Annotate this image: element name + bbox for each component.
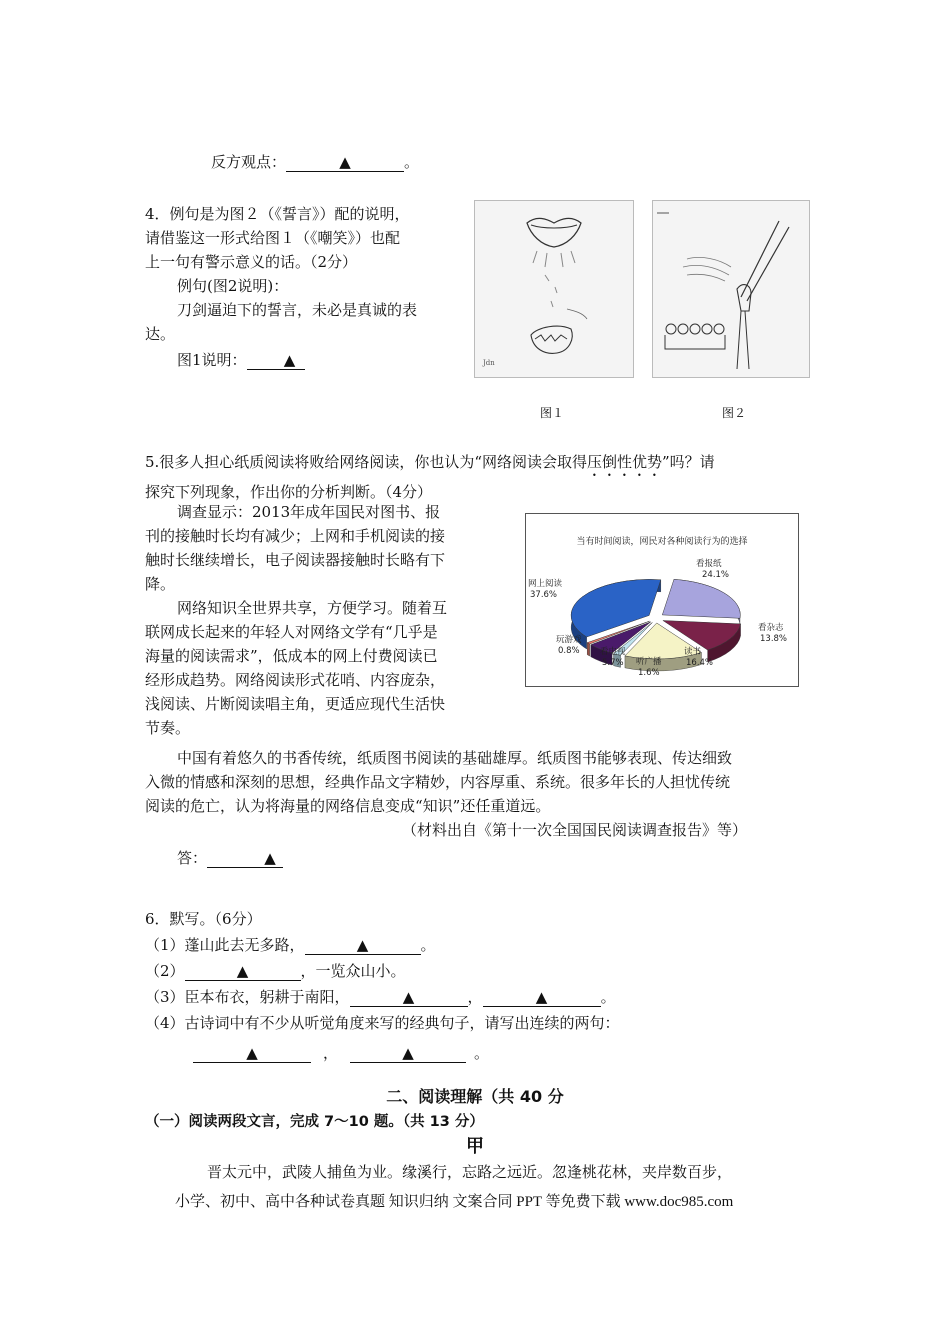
fig1-caption: 图１ [540, 406, 565, 420]
pie-value-label: 0.8% [558, 646, 580, 656]
emphasized-text: 压倒性优势 [586, 453, 662, 471]
answer-blank[interactable] [286, 153, 404, 172]
footer-text: 小学、初中、高中各种试卷真题 知识归纳 文案合同 PPT 等免费下载 www.doc985.com [175, 1194, 734, 1210]
pie-value-label: 37.6% [530, 590, 558, 600]
pie-label: 看报纸 [696, 559, 722, 569]
answer-blank[interactable] [207, 849, 283, 868]
q6-block: 6．默写。（6分） （1）蓬山此去无多路， ▲ 。 （2） ▲ ，一览众山小。 （3）臣本布衣，躬耕于南阳， ▲ ， ▲ 。 （4）古诗词中有不少从听觉角度来写的经典句子，请写出连续的两句： ▲ ， ▲ 。 [145, 910, 620, 1062]
passage-jia-heading: 甲 [466, 1136, 484, 1157]
opposite-label: 反方观点： [211, 153, 287, 171]
figure-1-drawing [474, 200, 634, 378]
svg-text:Jdn: Jdn [483, 359, 495, 367]
triangle-icon: ▲ [246, 1044, 258, 1062]
pie-slice-网上阅读 [571, 579, 661, 637]
triangle-icon: ▲ [283, 351, 296, 369]
mocking-drawing-icon [475, 201, 633, 377]
pie-slice-看报纸 [662, 579, 740, 618]
answer-blank[interactable] [247, 351, 305, 370]
q5-material-2: 中国有着悠久的书香传统，纸质图书阅读的基础雄厚。纸质图书能够表现、传达细致 入微的情感和深刻的思想，经典作品文字精妙，内容厚重、系统。很多年长的人担忧传统 阅读的危亡，认为将海量的网络信息变成“知识”还任重道远。 （材料出自《第十一次全国国民阅读调查报告》等） 答： ▲ [145, 746, 747, 870]
chart-title: 当有时间阅读，网民对各种阅读行为的选择 [576, 537, 748, 547]
answer-blank[interactable] [305, 936, 421, 955]
pie-label: 玩游戏 [556, 635, 582, 645]
pie-label: 听广播 [636, 657, 662, 667]
q4-prompt: 4．例句是为图２（《誓言》）配的说明， 请借鉴这一形式给图１（《嘲笑》）也配 上一句有警示意义的话。（2分） 例句(图2说明)： 刀剑逼迫下的誓言，未必是真诚的表 达。 图1说明： ▲ [145, 202, 417, 372]
pie-value-label: 24.1% [702, 570, 730, 580]
q5-prompt: 5.很多人担心纸质阅读将败给网络阅读，你也认为“网络阅读会取得压倒性优势”吗？请 探究下列现象，作出你的分析判断。（4分） [145, 453, 715, 501]
oath-drawing-icon [653, 201, 809, 377]
pie-label: 看杂志 [758, 623, 784, 633]
source-note: （材料出自《第十一次全国国民阅读调查报告》等） [402, 821, 748, 839]
opposite-viewpoint-line: 反方观点： ▲ 。 [211, 153, 420, 171]
figure-2-drawing [652, 200, 810, 378]
pie-value-label: 5.7% [602, 658, 624, 668]
pie-slice-side [587, 643, 589, 656]
triangle-icon: ▲ [402, 1044, 414, 1062]
triangle-icon: ▲ [339, 153, 351, 171]
triangle-icon: ▲ [535, 988, 548, 1006]
pie-label: 读书 [684, 647, 702, 657]
example-text: 刀剑逼迫下的誓言，未必是真诚的表 [177, 301, 418, 319]
pie-chart [526, 514, 798, 686]
pie-value-label: 1.6% [638, 668, 660, 678]
example-label: 例句(图2说明)： [177, 277, 289, 295]
section-2-title: 二、阅读理解（共 40 分 [386, 1087, 564, 1106]
pie-value-label: 13.8% [760, 634, 788, 644]
answer-blank[interactable] [350, 988, 468, 1007]
pie-label: 网上阅读 [528, 579, 563, 589]
q5-answer-line: 答： ▲ [145, 846, 747, 870]
answer-blank[interactable] [193, 1044, 311, 1063]
pie-label: 看电视 [600, 647, 626, 657]
fig1-answer-line: 图1说明： ▲ [145, 348, 417, 372]
answer-blank[interactable] [483, 988, 601, 1007]
answer-blank[interactable] [185, 962, 301, 981]
section-2-subtitle: （一）阅读两段文言，完成 7～10 题。（共 13 分） [145, 1114, 484, 1130]
answer-blank[interactable] [350, 1044, 466, 1063]
triangle-icon: ▲ [402, 988, 415, 1006]
fig2-caption: 图２ [722, 406, 747, 420]
passage-jia-text: 晋太元中，武陵人捕鱼为业。缘溪行，忘路之远近。忽逢桃花林，夹岸数百步， [207, 1163, 733, 1181]
triangle-icon: ▲ [264, 849, 276, 867]
reading-behavior-chart [525, 513, 799, 687]
triangle-icon: ▲ [356, 936, 369, 954]
q5-material-1: 调查显示：2013年成年国民对图书、报 刊的接触时长均有减少；上网和手机阅读的接 触时长继续增长，电子阅读器接触时长略有下 降。 网络知识全世界共享，方便学习。随着互 联网成长起来的年轻人对网络文学有“几乎是 海量的阅读需求”，低成本的网上付费阅读已 经形成趋势。网络阅读形式花哨、内容庞杂， 浅阅读、片断阅读唱主角，更适应现代生活快 节奏。 [145, 503, 448, 737]
pie-value-label: 16.4% [686, 658, 714, 668]
triangle-icon: ▲ [236, 962, 249, 980]
